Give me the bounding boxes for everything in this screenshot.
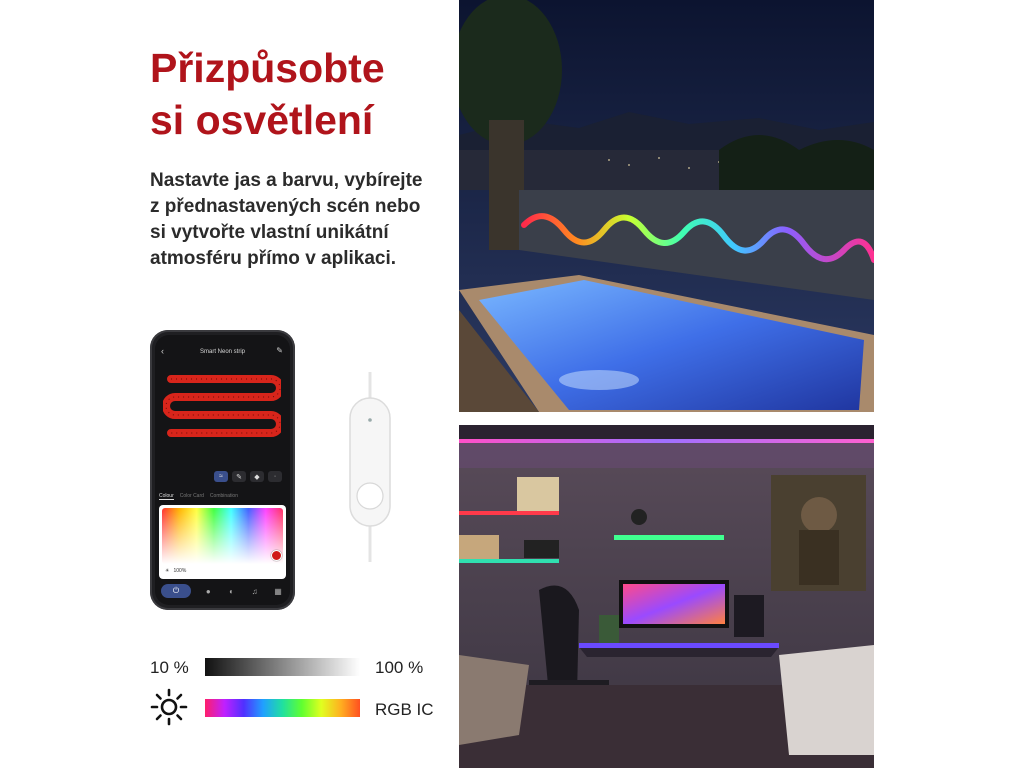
mode-eraser-icon[interactable]: ◆ [250,471,264,482]
headline-line-1: Přizpůsobte [150,45,385,91]
color-picker[interactable] [162,508,283,564]
tab-color-card[interactable]: Color Card [179,493,204,499]
music-icon[interactable]: ♫ [251,586,258,596]
brightness-scale [205,658,360,676]
mode-selector [214,471,282,482]
description-line: z přednastavených scén nebo [150,196,421,217]
edit-icon[interactable]: ✎ [276,346,283,355]
description [150,168,422,272]
color-panel [159,505,286,579]
mode-more-icon[interactable]: · [268,471,282,482]
brightness-row [165,568,186,574]
pool-photo [459,0,874,412]
brightness-icon: ☀ [165,568,170,574]
tab-colour[interactable]: Colour [159,493,174,499]
bottom-nav [161,583,284,599]
power-icon[interactable]: ⏻ [161,584,191,598]
gaming-room-photo [459,425,874,768]
mode-wave-icon[interactable]: ≈ [214,471,228,482]
bulb-icon[interactable]: ● [205,586,211,596]
description-line: Nastavte jas a barvu, vybírejte [150,170,423,191]
phone-mockup [150,330,295,610]
app-screen [155,335,290,605]
color-picker-handle[interactable] [271,550,282,561]
brightness-value: 100% [173,568,187,574]
controller-device [344,372,396,562]
grid-icon[interactable]: ▦ [274,586,282,596]
brightness-max-label: 100 % [375,658,424,677]
back-icon[interactable]: ‹ [161,346,164,356]
sun-icon [150,688,188,726]
rgb-scale [205,699,360,717]
tab-combination[interactable]: Combination [209,493,238,499]
description-line: si vytvořte vlastní unikátní [150,222,389,243]
strip-preview [163,369,281,449]
description-line: atmosféru přímo v aplikaci. [150,248,397,269]
palette-icon[interactable]: ◐ [229,586,234,596]
headline-line-2: si osvětlení [150,97,374,143]
brightness-min-label: 10 % [150,658,189,677]
app-title: Smart Neon strip [199,349,245,355]
mode-brush-icon[interactable]: ✎ [232,471,246,482]
headline [150,42,385,146]
rgb-label: RGB IC [375,700,434,719]
color-tabs [159,493,238,500]
